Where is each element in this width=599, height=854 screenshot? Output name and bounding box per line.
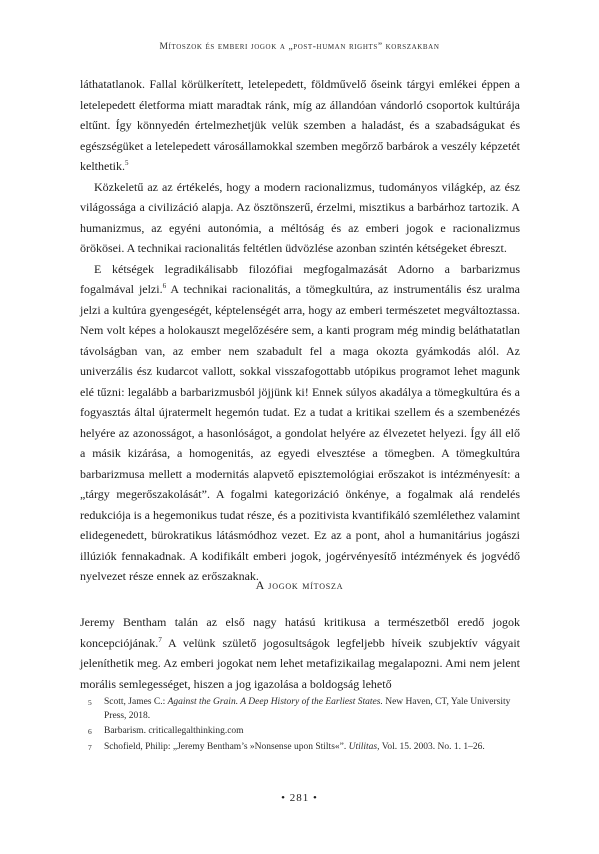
footnote: [88, 695, 520, 723]
footnote-marker: 5: [125, 159, 129, 167]
footnote-text: Schofield, Philip: „Jeremy Bentham’s »Nonsense upon Stilts«”. Utilitas, Vol. 15. 2003. No. 1. 1–26.: [104, 742, 485, 752]
footnote-number: 5: [88, 698, 92, 707]
footnote-marker: 6: [162, 282, 167, 290]
footnote-text: Barbarism. criticallegalthinking.com: [104, 726, 244, 736]
paragraph: E kétségek legradikálisabb filozófiai megfogalmazását Adorno a barbarizmus fogalmával jelzi.$^6$ A technikai racionalitás, a tömegkultúra, az instrumentális ész uralma jelzi a kultúra gyengeségét, képtelenségét arra, hogy az emberi természetet megváltoztassa. Nem volt képes a holokauszt megelőzésére sem, a kanti program még mindig beláthatatlan távolságban van, az ember nem szabadult fel a maga okozta gyámkodás alól. Az univerzális ész kudarcot vallott, sokkal visszafogottabb utópikus programot lehet magunk elé tűzni: legalább a barbarizmusból jöjjünk ki! Ennek súlyos akadálya a tömegkultúra és a fogyasztás által újratermelt hegemón tudat. Ez a tudat a kritikai szellem és a szembenézés helyére az azonosságot, a hasonlóságot, a gondolat helyére az élvezetet helyezi. Így áll elő a másik kizárása, a homogenitás, az egyedi elvesztése a tömegben. A tömegkultúra barbarizmusa mellett a modernitás alapvető episztemológiai erőszakot is intézményesít: a „tárgy megerőszakolását”. A fogalmi kategorizáció önkénye, a fogalmak alá rendelés redukciója is a hegemonikus tudat része, és a pozitivista kvantifikáló szemlélethez valamint elidegenedett, bürokratikus látásmódhoz vezet. Ez az a pont, ahol a humanitárius jogászi illúziók fennakadnak. A kodifikált emberi jogok, jogérvényesítő intézmények és jogvédő nyelvezet része ennek az erőszaknak.: [80, 261, 520, 583]
paragraph: Jeremy Bentham talán az első nagy hatású kritikusa a természetből eredő jogok koncepciójának.$^7$ A velünk születő jogosultságok legfeljebb híveik szubjektív vágyait jeleníthetik meg. Az emberi jogokat nem lehet metafizikailag megalapozni. Ami nem jelent morális semlegességet, hiszen a jog igazolása a boldogság lehető: [80, 615, 520, 691]
paragraph: láthatatlanok. Fallal körülkerített, letelepedett, földművelő őseink tárgyi emlékei éppen a letelepedett életforma miatt maradtak ránk, míg az állandóan vándorló csoportok kultúrája eltűnt. Így könnyedén értelmezhetjük velük szemben a haladást, és a szabadságukat és egészségüket a letelepedett városállamokkal szemben megőrző barbárok a veszély képzetét kelthetik.$^5$: [80, 77, 520, 173]
italic-text: Utilitas,: [348, 742, 380, 752]
running-head: Mítoszok és emberi jogok a „post-human rights” korszakban: [159, 42, 440, 52]
body-text: [80, 74, 520, 587]
footnote: [88, 740, 520, 755]
footnote-number: 7: [88, 743, 92, 752]
footnote-number: 6: [88, 727, 92, 736]
italic-text: Against the Grain. A Deep History of the Earliest States.: [167, 697, 383, 707]
footnote-text: Scott, James C.: Against the Grain. A Deep History of the Earliest States. New Haven, CT, Yale University Press, 2018.: [104, 697, 511, 721]
footnote-marker: 7: [158, 635, 162, 644]
paragraph: Közkeletű az az értékelés, hogy a modern racionalizmus, tudományos világkép, az ész világossága a civilizáció alapja. Az ösztönszerű, érzelmi, misztikus a barbárhoz tartozik. A humanizmus, az egyéni autonómia, a méltóság és az emberi jogok e racionalizmus örökösei. A technikai racionalitás feltétlen üdvözlése azonban szintén kétségeket ébreszt.: [80, 179, 520, 255]
page-number: • 281 •: [281, 792, 318, 804]
footnotes: [88, 695, 520, 756]
footnote: [88, 724, 520, 739]
section-text: [80, 612, 520, 694]
section-heading: A jogok mítosza: [255, 578, 344, 592]
